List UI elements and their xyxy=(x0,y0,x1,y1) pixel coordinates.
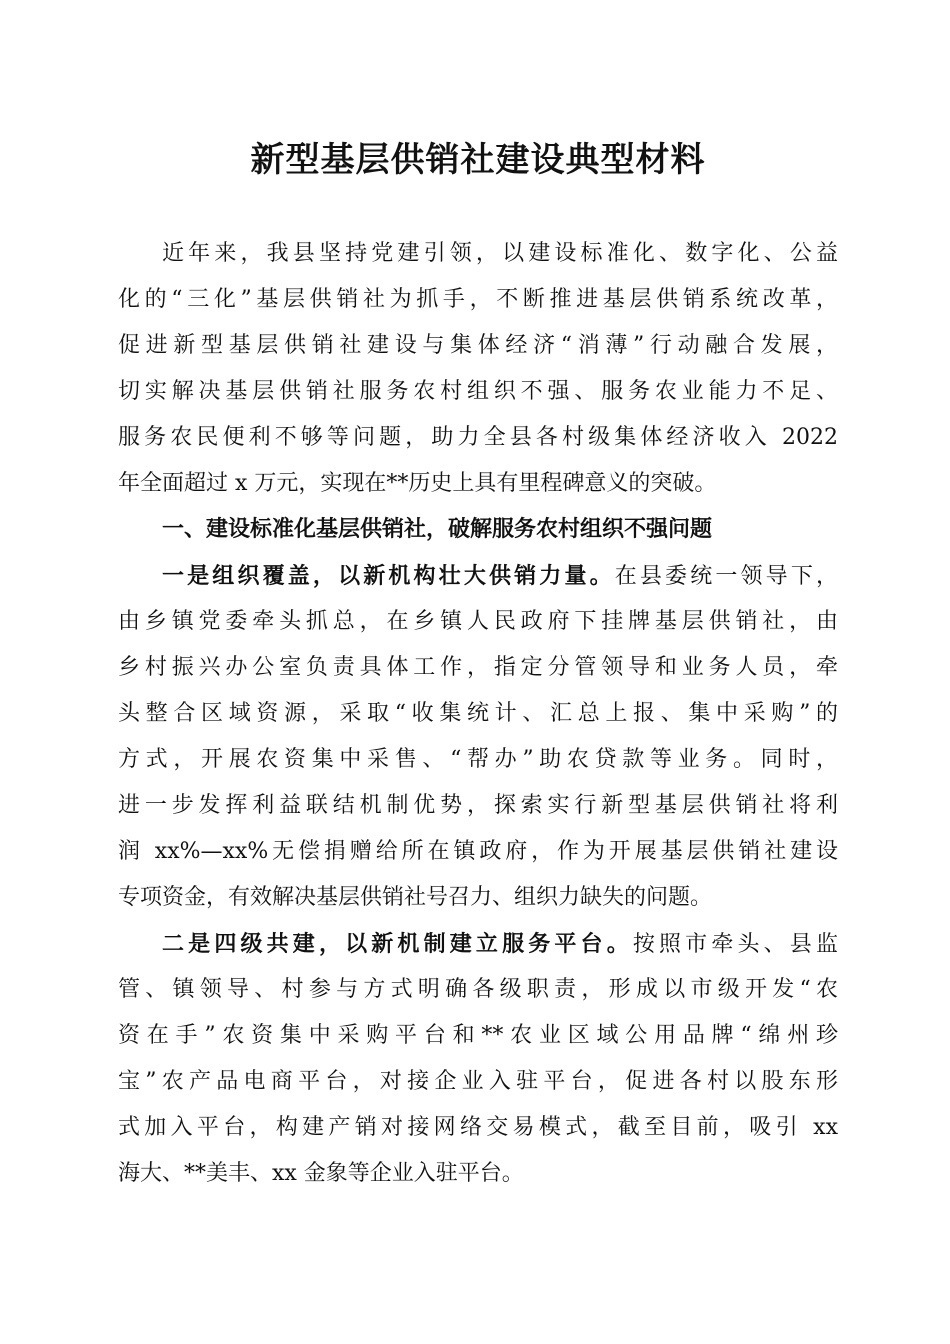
para1-line: 进一步发挥利益联结机制优势，探索实行新型基层供销社将利 xyxy=(118,793,838,818)
intro-line: 服务农民便利不够等问题，助力全县各村级集体经济收入 2022 xyxy=(118,425,838,450)
para1-line: 乡村振兴办公室负责具体工作，指定分管领导和业务人员，牵 xyxy=(118,655,838,680)
para1-line: 头整合区域资源，采取“收集统计、汇总上报、集中采购”的 xyxy=(118,701,838,726)
para2-first-rest: 按照市牵头、县监 xyxy=(632,932,838,957)
document-title: 新型基层供销社建设典型材料 xyxy=(250,140,706,180)
para2-line: 宝”农产品电商平台，对接企业入驻平台，促进各村以股东形 xyxy=(118,1069,838,1094)
para2-line: 海大、**美丰、xx 金象等企业入驻平台。 xyxy=(118,1161,524,1186)
para1-first-rest: 在县委统一领导下， xyxy=(614,564,838,589)
para1-lead: 一是组织覆盖，以新机构壮大供销力量。 xyxy=(162,563,615,589)
section-heading: 一、建设标准化基层供销社，破解服务农村组织不强问题 xyxy=(162,517,713,542)
intro-line: 促进新型基层供销社建设与集体经济“消薄”行动融合发展， xyxy=(118,333,838,358)
para2-lead: 二是四级共建，以新机制建立服务平台。 xyxy=(162,931,633,957)
para1-line: 专项资金，有效解决基层供销社号召力、组织力缺失的问题。 xyxy=(118,885,713,910)
para2-line: 管、镇领导、村参与方式明确各级职责，形成以市级开发“农 xyxy=(118,977,838,1002)
para1-line: 方式，开展农资集中采售、“帮办”助农贷款等业务。同时， xyxy=(118,747,838,772)
para1-line: 由乡镇党委牵头抓总，在乡镇人民政府下挂牌基层供销社，由 xyxy=(118,609,838,634)
intro-line: 近年来，我县坚持党建引领，以建设标准化、数字化、公益 xyxy=(162,241,838,266)
para1-first-line xyxy=(118,553,838,599)
intro-line: 年全面超过 x 万元，实现在**历史上具有里程碑意义的突破。 xyxy=(118,471,717,496)
intro-line: 切实解决基层供销社服务农村组织不强、服务农业能力不足、 xyxy=(118,379,838,404)
para2-first-line xyxy=(118,921,838,967)
para1-line: 润 xx%—xx%无偿捐赠给所在镇政府，作为开展基层供销社建设 xyxy=(118,839,838,864)
para2-line: 式加入平台，构建产销对接网络交易模式，截至目前，吸引 xx xyxy=(118,1115,838,1140)
para2-line: 资在手”农资集中采购平台和**农业区域公用品牌“绵州珍 xyxy=(118,1023,838,1048)
intro-line: 化的“三化”基层供销社为抓手，不断推进基层供销系统改革， xyxy=(118,287,838,312)
document-body xyxy=(118,231,838,1197)
